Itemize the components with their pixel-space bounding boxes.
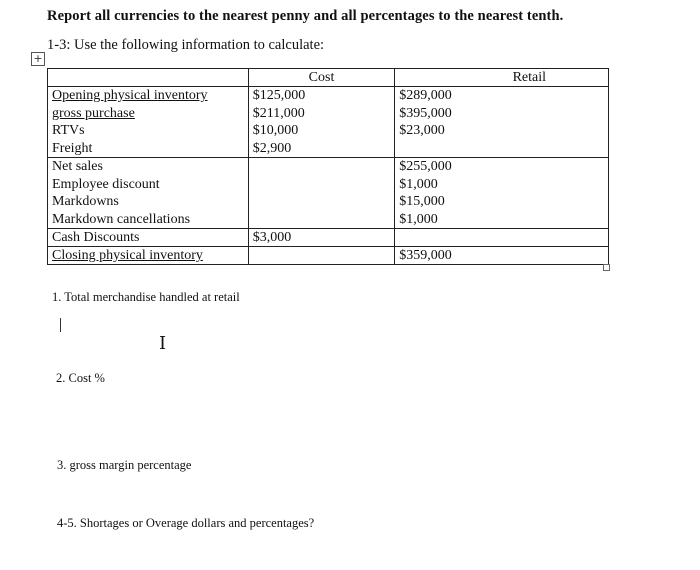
table-row-closing-inventory (48, 247, 609, 265)
retail-cell-opening-block[interactable] (395, 87, 609, 158)
table-row-opening-block (48, 87, 609, 158)
inventory-table (47, 68, 609, 265)
retail-markdowns: $15,000 (399, 194, 445, 209)
label-closing-inventory[interactable]: Closing physical inventory (48, 247, 249, 265)
retail-cash-discounts[interactable] (395, 229, 609, 247)
label-gross-purchase: gross purchase (52, 105, 135, 121)
cost-cash-discounts[interactable]: $3,000 (248, 229, 395, 247)
label-cell-opening-block[interactable] (48, 87, 249, 158)
retail-gross-purchase: $395,000 (399, 105, 452, 121)
cost-freight: $2,900 (252, 140, 292, 156)
instructions-heading: Report all currencies to the nearest penny and all percentages to the nearest tenth. (47, 8, 564, 24)
label-cash-discounts[interactable]: Cash Discounts (48, 229, 249, 247)
header-label-cell[interactable] (48, 69, 249, 87)
label-employee-discount: Employee discount (52, 176, 160, 192)
question-2: 2. Cost % (56, 371, 105, 385)
label-markdowns: Markdowns (52, 194, 119, 209)
label-freight: Freight (52, 140, 93, 156)
header-cost-cell[interactable]: Cost (248, 69, 395, 87)
table-move-handle-icon[interactable]: + (31, 52, 45, 66)
cost-opening-inventory: $125,000 (252, 88, 306, 103)
retail-employee-discount: $1,000 (399, 176, 438, 192)
label-opening-inventory: Opening physical inventory (52, 88, 208, 103)
label-net-sales: Net sales (52, 159, 103, 174)
retail-markdown-cancellations: $1,000 (399, 211, 438, 227)
retail-freight-empty (399, 140, 604, 158)
table-resize-handle-icon[interactable] (603, 264, 610, 271)
cost-cell-opening-block[interactable] (248, 87, 395, 158)
label-markdown-cancellations: Markdown cancellations (52, 211, 191, 227)
retail-opening-inventory: $289,000 (399, 88, 452, 103)
label-rtvs: RTVs (52, 123, 85, 138)
header-retail-cell[interactable]: Retail (395, 69, 609, 87)
label-cell-sales-block[interactable] (48, 158, 249, 229)
table-row-cash-discounts (48, 229, 609, 247)
question-4-5: 4-5. Shortages or Overage dollars and percentages? (57, 516, 315, 530)
i-beam-cursor-icon: I (159, 333, 167, 354)
cost-rtvs: $10,000 (252, 123, 299, 138)
retail-cell-sales-block[interactable] (395, 158, 609, 229)
table-header-row (48, 69, 609, 87)
question-1: 1. Total merchandise handled at retail (52, 290, 240, 304)
retail-closing-inventory[interactable]: $359,000 (395, 247, 609, 265)
instructions-subheading: 1-3: Use the following information to calculate: (47, 37, 325, 53)
table-row-sales-block (48, 158, 609, 229)
question-3: 3. gross margin percentage (57, 458, 192, 472)
retail-rtvs: $23,000 (399, 123, 445, 138)
cost-closing-inventory[interactable] (248, 247, 395, 265)
cost-gross-purchase: $211,000 (252, 105, 305, 121)
text-caret (60, 318, 61, 332)
cost-cell-sales-block[interactable] (248, 158, 395, 229)
retail-net-sales: $255,000 (399, 159, 452, 174)
